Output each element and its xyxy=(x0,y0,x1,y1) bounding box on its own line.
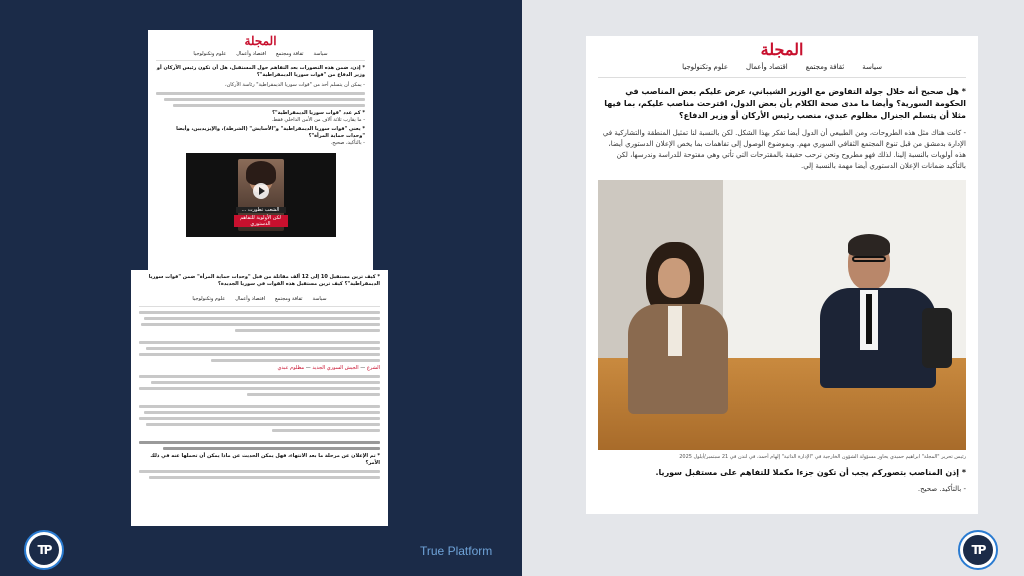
inline-red-link[interactable]: الشرع — الجيش السوري الجديد — مظلوم عبدي xyxy=(277,365,380,371)
answer-text: - يمكن أن يتسلم أحد من "قوات سوريا الديمقراطية" رئاسة الأركان، xyxy=(224,82,365,88)
interview-photo xyxy=(598,180,966,450)
nav-item-politics[interactable]: سياسة xyxy=(313,51,328,57)
nav-item-science[interactable]: علوم وتكنولوجيا xyxy=(193,51,227,57)
secondary-nav xyxy=(139,292,380,307)
nav-item-economy[interactable]: اقتصاد وأعمال xyxy=(236,51,267,57)
photo-caption: رئيس تحرير "المجلة" ابراهيم حميدي يحاور مسؤولة الشؤون الخارجية في "الإدارة الذاتية" إلهام أحمد، في لندن في 21 سبتمبر/أيلول 2025 xyxy=(679,454,966,460)
nav-item-politics-2[interactable]: سياسة xyxy=(312,296,327,302)
nav-item-politics-r[interactable]: سياسة xyxy=(862,63,882,71)
interview-question-3: * يعني "قوات سوريا الديمقراطية" و"الأسايش" (الشرطة)، والإيزيديين، وأيضا "وحدات حماية المرأة"؟ xyxy=(176,126,365,139)
interview-answer-lead xyxy=(156,82,365,89)
chair-back xyxy=(922,308,952,368)
article-screenshot-top-left xyxy=(148,30,373,280)
true-platform-logo-left xyxy=(24,530,64,570)
video-player[interactable] xyxy=(186,153,336,237)
main-nav-right xyxy=(598,59,966,78)
nav-item-culture-r[interactable]: ثقافة ومجتمع xyxy=(805,63,845,71)
video-caption-question: * كيف ترين مستقبل 10 إلى 12 ألف مقاتلة من قبل "وحدات حماية المرأة" ضمن "قوات سوريا الديمقراطية"؟ كيف ترين مستقبل هذه القوات في سوريا الجديدة؟ xyxy=(148,274,380,287)
speaker-hair xyxy=(246,161,276,185)
main-nav xyxy=(156,48,365,61)
interview-answer-right-2: - بالتأكيد. صحيح. xyxy=(917,485,966,493)
video-caption-1: الشعب تطورت ... xyxy=(236,207,286,213)
red-link-1[interactable]: الشرع xyxy=(366,365,380,371)
interview-answer-3: - بالتأكيد، صحيح. xyxy=(330,140,365,146)
interview-question-2: * كم عدد "قوات سوريا الديمقراطية"؟ xyxy=(272,110,365,116)
true-platform-logo-right xyxy=(958,530,998,570)
play-icon[interactable] xyxy=(253,183,269,199)
site-logo: المجلة xyxy=(244,34,277,48)
nav-item-culture[interactable]: ثقافة ومجتمع xyxy=(276,51,304,57)
article-body-lines xyxy=(139,311,380,450)
nav-item-economy-r[interactable]: اقتصاد وأعمال xyxy=(746,63,788,71)
nav-item-science-r[interactable]: علوم وتكنولوجيا xyxy=(682,63,728,71)
nav-item-science-2[interactable]: علوم وتكنولوجيا xyxy=(192,296,226,302)
interview-question-right-2: * إذن المناصب بتصوركم يجب أن تكون جزءا مكملا للتفاهم على مستقبل سوريا. xyxy=(655,468,966,477)
article-screenshot-bottom-left xyxy=(131,270,388,526)
man-glasses xyxy=(852,256,886,262)
tp-badge-icon: TP xyxy=(29,535,59,565)
interview-question: * إذن، ضمن هذه التصورات بعد التفاهم حول المستقبل، هل أن تكون رئيس الأركان أو وزير الدفاع من "قوات سوريا الديمقراطية"؟ xyxy=(156,65,365,78)
nav-item-culture-2[interactable]: ثقافة ومجتمع xyxy=(275,296,303,302)
site-logo-right: المجلة xyxy=(760,40,804,59)
nav-item-economy-2[interactable]: اقتصاد وأعمال xyxy=(235,296,266,302)
video-caption-2: لكن الأولوية للتفاهم الدستوري xyxy=(234,215,288,227)
interview-question-right: * هل صحيح أنه خلال جولة التفاوض مع الوزير الشيباني، عرض عليكم بعض المناصب في الحكومة السورية؟ وأيضا ما مدى صحة الكلام بأن بعض الدول، اقترحت مناصب عليكم، بما فيها مثلا أن يتسلم الجنرال مظلوم عبدي، منصب رئيس الأركان أو وزير الدفاع؟ xyxy=(604,87,966,120)
right-panel xyxy=(522,0,1024,576)
interview-answer-right: - كانت هناك مثل هذه الطروحات، ومن الطبيعي أن الدول أيضا تفكر بهذا الشكل. لكن بالنسبة لنا تمثيل المنطقة والتشاركية في الإدارة بدمشق من قبل تنوع المجتمع الثقافي السوري مهم. وبموضوع الوصول إلى تفاهمات بما يخص الإعلان الدستوري أيضا، هذه أولويات بالنسبة إلينا. لذلك فهو مطروح ونحن نرحب حقيقة بالمقترحات التي تأتي وهي مفتوحة للدراسة وندرسها، لكن بالتأكيد ضمانات الإعلان الدستوري أيضا مهمة بالنسبة إلي. xyxy=(602,129,966,170)
interview-answer-2: - ما يقارب ثلاثة آلاف من الأمن الداخلي فقط. xyxy=(271,117,365,123)
tp-badge-icon-right: TP xyxy=(963,535,993,565)
answer-lines xyxy=(156,92,365,107)
tail-lines xyxy=(139,470,380,479)
man-tie xyxy=(866,294,872,344)
article-screenshot-right xyxy=(586,36,978,514)
woman-face xyxy=(658,258,690,298)
red-link-2[interactable]: الجيش السوري الجديد xyxy=(312,365,359,371)
man-hair xyxy=(848,234,890,256)
woman-blouse xyxy=(668,306,682,356)
true-platform-watermark: True Platform xyxy=(420,544,493,558)
red-link-3[interactable]: مظلوم عبدي xyxy=(277,365,305,371)
tail-question: * تم الإعلان عن مرحلة ما بعد الانتهاء، فهل يمكن الحديث عن ماذا يمكن أن تحملها عنه في ذلك الأمر؟ xyxy=(150,453,380,466)
man-suit xyxy=(820,288,936,388)
